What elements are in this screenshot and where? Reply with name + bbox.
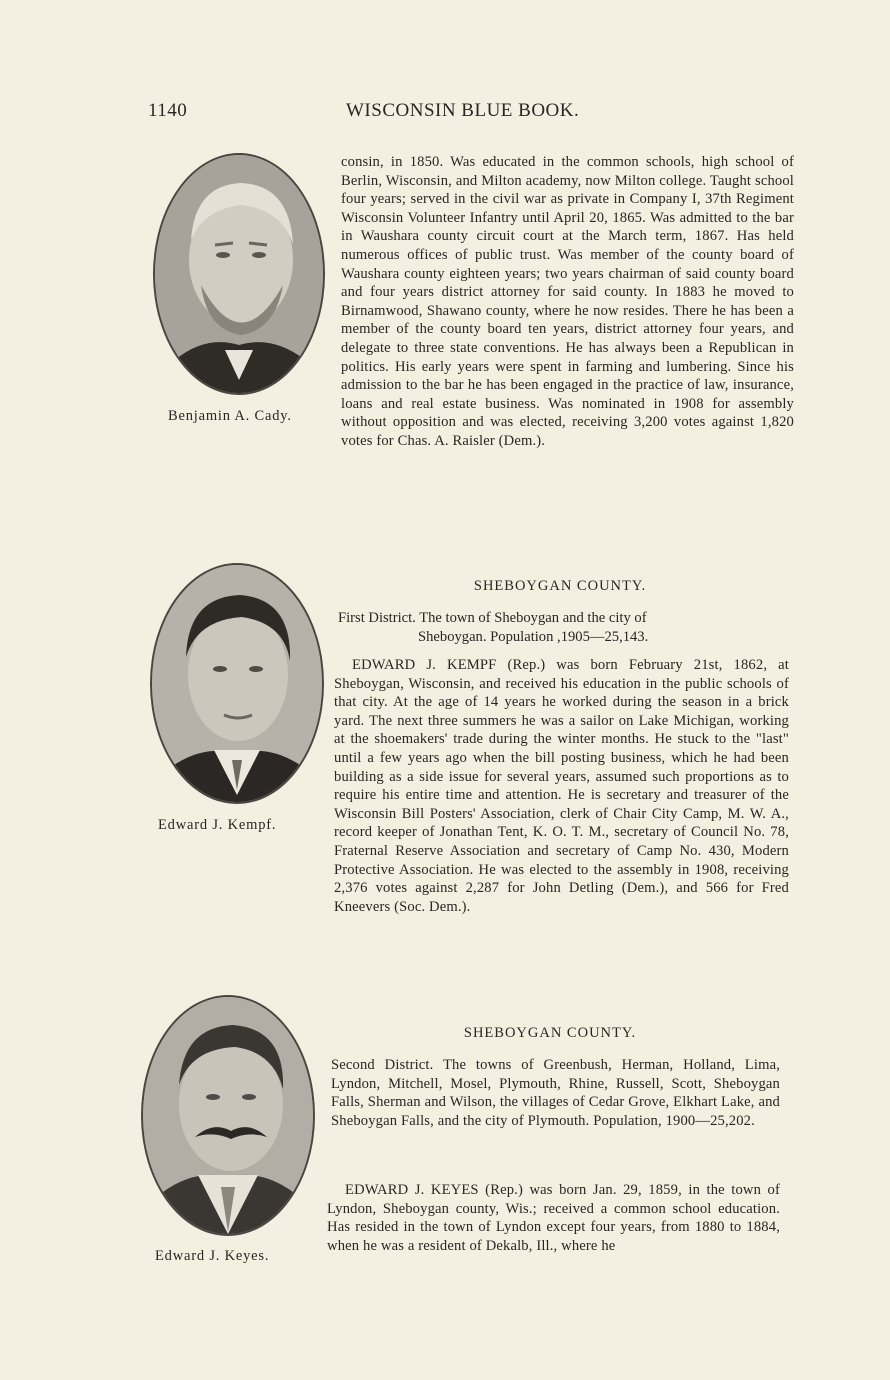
district-line-1: First District. The town of Sheboygan and the city of xyxy=(338,610,647,626)
biography-text-kempf: EDWARD J. KEMPF (Rep.) was born February 21st, 1862, at Sheboygan, Wisconsin, and received his education in the public schools of that city. At the age of 14 years he worked during the season in a brick yard. The next three summers he was a sailor on Lake Michigan, working at the shoemakers' trade during the winter months. He stuck to the "last" until a few years ago when the bill posting business, which he had been building as a side issue for several years, assumed such proportions as to require his entire time and attention. He is secretary and treasurer of the Wisconsin Bill Posters' Association, clerk of Chair City Camp, M. W. A., record keeper of Jonathan Tent, K. O. T. M., secretary of Council No. 78, Fraternal Reserve Association and secretary of Camp No. 430, Modern Protective Association. He was elected to the assembly in 1908, receiving 2,376 votes against 2,287 for John Detling (Dem.), and 566 for Fred Kneevers (Soc. Dem.). xyxy=(334,657,789,915)
county-heading: SHEBOYGAN COUNTY. xyxy=(463,1025,637,1041)
portrait-benjamin-cady xyxy=(153,153,325,395)
page-header xyxy=(148,100,748,128)
portrait-edward-keyes xyxy=(141,995,315,1236)
county-heading: SHEBOYGAN COUNTY. xyxy=(473,578,647,594)
district-description-second: Second District. The towns of Greenbush, Herman, Holland, Lima, Lyndon, Mitchell, Mosel, Plymouth, Rhine, Russell, Scott, Sheboygan Falls, Sherman and Wilson, the villages of Cedar Grove, Elkhart Lake, and Sheboygan Falls, and the city of Plymouth. Population, 1900—25,202. xyxy=(331,1057,780,1129)
portrait-edward-kempf xyxy=(150,563,324,804)
portrait-photo xyxy=(155,155,323,393)
district-line-2: Sheboygan. Population ,1905—25,143. xyxy=(418,628,649,645)
biography-text-keyes: EDWARD J. KEYES (Rep.) was born Jan. 29, 1859, in the town of Lyndon, Sheboygan county, Wis.; received a common school education. Has resided in the town of Lyndon except four years, from 1880 to 1884, when he was a resident of Dekalb, Ill., where he xyxy=(327,1182,780,1254)
caption-edward-kempf: Edward J. Kempf. xyxy=(158,817,277,833)
page-number: 1140 xyxy=(148,100,188,121)
portrait-photo xyxy=(152,565,322,802)
portrait-photo xyxy=(143,997,313,1234)
book-title: WISCONSIN BLUE BOOK. xyxy=(346,100,580,121)
district-description xyxy=(338,609,793,646)
caption-edward-keyes: Edward J. Keyes. xyxy=(155,1248,270,1264)
biography-text-cady: consin, in 1850. Was educated in the common schools, high school of Berlin, Wisconsin, and Milton academy, now Milton college. Taught school four years; served in the civil war as private in Company I, 37th Regiment Wisconsin Volunteer Infantry until April 20, 1865. Was admitted to the bar in Waushara county circuit court at the March term, 1867. Has held numerous offices of public trust. Was member of the county board of Waushara county eighteen years; two years chairman of said county board and four years district attorney for said county. In 1883 he moved to Birnamwood, Shawano county, where he now resides. There he has been a member of the county board ten years, district attorney four years, and delegate to three state conventions. He has always been a Republican in politics. His early years were spent in farming and lumbering. Since his admission to the bar he has been engaged in the practice of law, insurance, loans and real estate business. Was nominated in 1908 for assembly without opposition and was elected, receiving 3,200 votes against 1,820 votes for Chas. A. Raisler (Dem.). xyxy=(341,154,794,449)
caption-benjamin-cady: Benjamin A. Cady. xyxy=(168,408,292,424)
